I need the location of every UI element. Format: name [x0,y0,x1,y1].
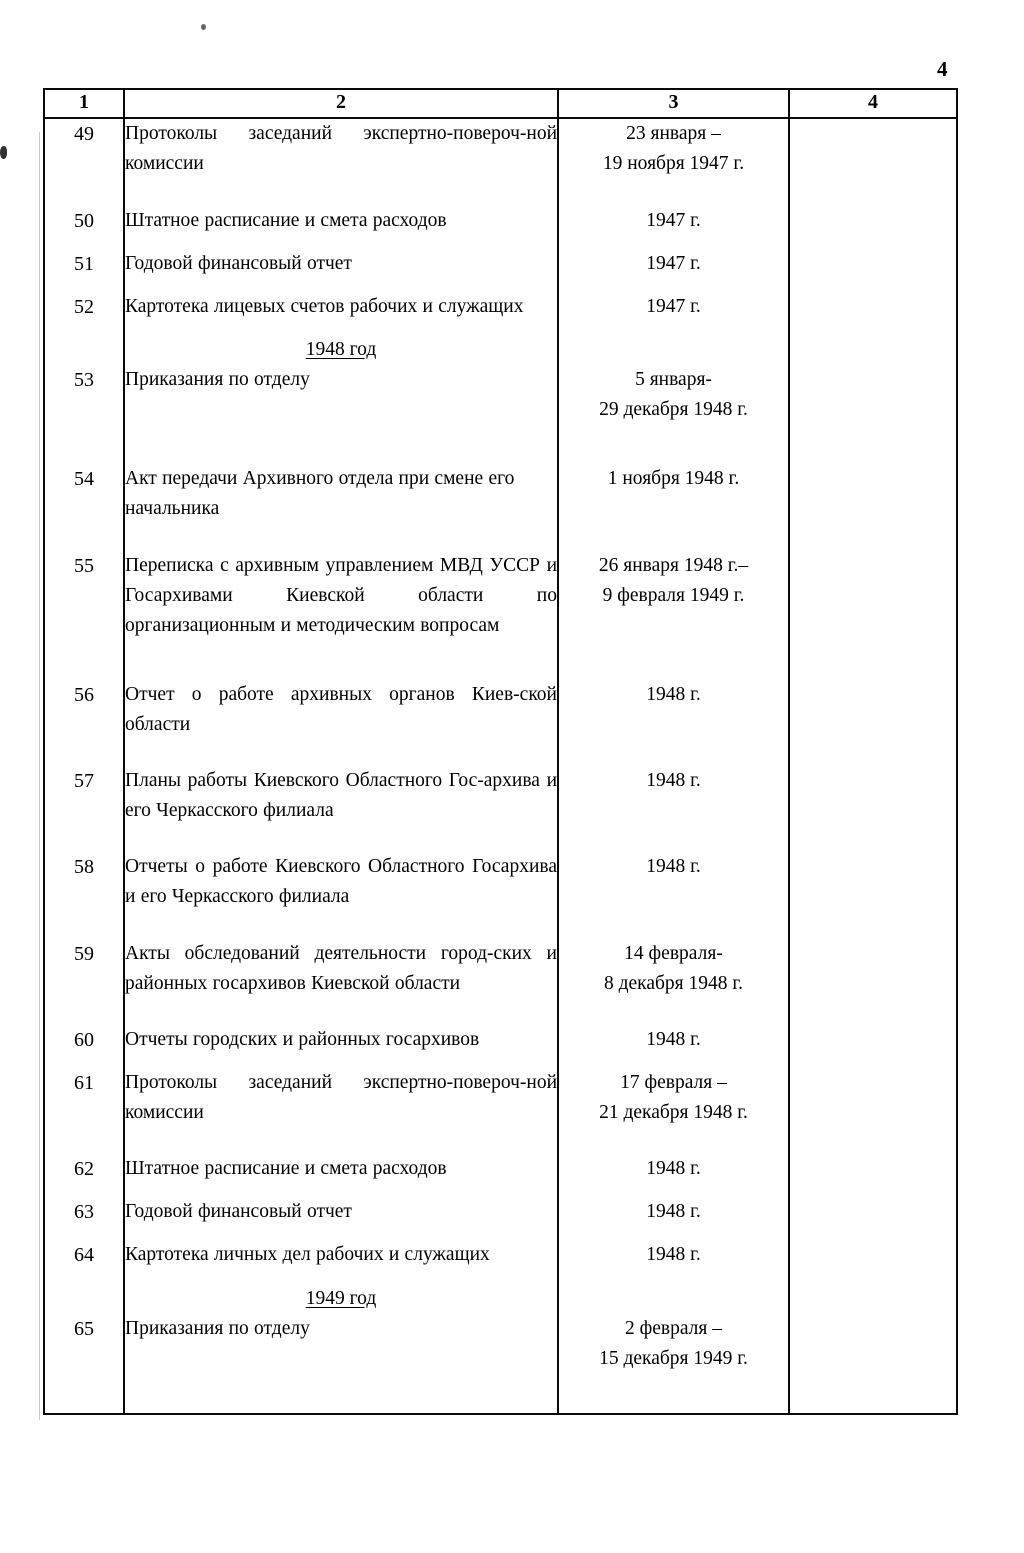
table-row [45,1197,956,1240]
table-row [45,1154,956,1197]
row-number-cell [45,852,124,938]
row-description: Отчеты о работе Киевского Областного Госархива и его Черкасского филиала [125,856,557,908]
row-number-cell [45,551,124,680]
row-description: Акт передачи Архивного отдела при смене его начальника [125,468,515,520]
row-note-cell [789,118,956,206]
row-description: Акты обследований деятельности город-ских и районных госархивов Киевской области [125,942,557,994]
row-dates-cell [558,551,789,680]
row-date-line: 1948 г. [646,683,701,705]
row-number-cell [45,335,124,464]
page-number: 4 [937,57,948,81]
row-description: Годовой финансовый отчет [125,252,352,274]
row-description-cell [124,766,558,852]
row-number: 58 [74,856,94,879]
row-number: 50 [74,209,94,232]
column-header-1: 1 [45,90,124,118]
row-number: 51 [74,252,94,275]
row-dates-cell [558,249,789,292]
table-row [45,1284,956,1413]
row-date-line: 1947 г. [646,209,701,231]
row-description-cell [124,939,558,1025]
row-description-cell [124,464,558,550]
row-number: 52 [74,295,94,318]
column-header-2: 2 [124,90,558,118]
row-number: 62 [74,1158,94,1181]
table-row [45,551,956,680]
row-date-line: 17 февраля – [620,1071,727,1093]
row-date-line: 5 января- [635,369,712,390]
row-description: Отчеты городских и районных госархивов [125,1028,480,1050]
row-number-cell [45,1284,124,1413]
scan-blob-artifact [0,146,7,159]
table-body [45,118,956,1413]
row-note-cell [789,1240,956,1283]
row-number: 65 [74,1317,94,1340]
row-note-cell [789,335,956,464]
row-dates-cell [558,1240,789,1283]
row-note-cell [789,249,956,292]
row-note-cell [789,1154,956,1197]
row-dates-cell [558,292,789,335]
row-number-cell [45,766,124,852]
scan-speck-artifact [201,24,206,30]
row-description: Картотека лицевых счетов рабочих и служащих [125,295,524,317]
row-description-cell [124,1284,558,1413]
row-note-cell [789,766,956,852]
row-dates-cell [558,1154,789,1197]
row-number-cell [45,1197,124,1240]
row-dates-cell [558,1284,789,1413]
row-description: Протоколы заседаний экспертно-повероч-ной комиссии [125,123,557,174]
row-number-cell [45,939,124,1025]
row-date-line: 8 декабря 1948 г. [603,972,744,994]
table-header [45,90,956,118]
row-description-cell [124,206,558,249]
row-dates-cell [558,1197,789,1240]
row-date-line: 19 ноября 1947 г. [602,153,745,174]
row-description: Протоколы заседаний экспертно-повероч-ной комиссии [125,1071,557,1123]
row-number: 56 [74,683,94,706]
table-row [45,206,956,249]
row-note-cell [789,680,956,766]
row-description-cell [124,1240,558,1283]
table-row [45,1240,956,1283]
row-note-cell [789,1025,956,1068]
row-description-cell [124,335,558,464]
table-row [45,1025,956,1068]
inventory-table [45,90,956,1413]
row-description-cell [124,680,558,766]
inventory-table-container [43,88,958,1415]
row-date-line: 1948 г. [646,1028,701,1050]
row-description: Переписка с архивным управлением МВД УССР и Госархивами Киевской области по организационным и методическим вопросам [125,554,557,636]
row-dates-cell [558,335,789,464]
row-date-line: 1948 г. [646,770,701,792]
row-number-cell [45,1025,124,1068]
row-description-cell [124,292,558,335]
row-dates-cell [558,1025,789,1068]
row-description: Годовой финансовый отчет [125,1201,352,1223]
row-note-cell [789,1284,956,1413]
row-description-cell [124,249,558,292]
row-number-cell [45,206,124,249]
row-dates-cell [558,1068,789,1154]
row-description-cell [124,1197,558,1240]
row-dates-cell [558,118,789,206]
table-header-row [45,90,956,118]
row-note-cell [789,551,956,680]
row-number: 53 [74,369,94,391]
table-row [45,464,956,550]
row-description: Отчет о работе архивных органов Киев-ской области [125,683,557,735]
row-date-line: 1947 г. [646,295,701,317]
row-date-line: 21 декабря 1948 г. [599,1101,748,1123]
row-number-cell [45,1068,124,1154]
row-date-line: 15 декабря 1949 г. [599,1347,748,1369]
year-section-heading: 1948 год [305,339,377,360]
table-row [45,249,956,292]
row-description-cell [124,852,558,938]
row-date-line: 14 февраля- [624,942,723,964]
row-description-cell [124,1025,558,1068]
row-date-line: 1948 г. [646,1158,701,1180]
row-number: 54 [74,468,94,491]
row-note-cell [789,464,956,550]
row-dates-cell [558,766,789,852]
row-dates-cell [558,852,789,938]
row-number-cell [45,118,124,206]
table-row [45,1068,956,1154]
row-number-cell [45,292,124,335]
row-number: 49 [74,123,94,145]
row-note-cell [789,852,956,938]
row-date-line: 23 января – [626,123,721,144]
row-description: Картотека личных дел рабочих и служащих [125,1244,490,1266]
row-number: 59 [74,942,94,965]
row-number: 61 [74,1071,94,1094]
row-date-line: 1947 г. [646,252,701,274]
table-row [45,680,956,766]
table-row [45,118,956,206]
row-number-cell [45,464,124,550]
row-description-cell [124,1068,558,1154]
row-dates-cell [558,680,789,766]
table-row [45,939,956,1025]
row-number: 63 [74,1201,94,1224]
row-dates-cell [558,464,789,550]
row-note-cell [789,206,956,249]
table-row [45,335,956,464]
row-description: Штатное расписание и смета расходов [125,209,447,231]
table-row [45,766,956,852]
row-description: Планы работы Киевского Областного Гос-архива и его Черкасского филиала [125,770,557,822]
column-header-3: 3 [558,90,789,118]
row-note-cell [789,1068,956,1154]
row-number-cell [45,249,124,292]
table-row [45,292,956,335]
row-number: 64 [74,1244,94,1267]
row-number: 57 [74,770,94,793]
row-date-line: 1948 г. [646,856,701,878]
row-dates-cell [558,206,789,249]
row-date-line: 1 ноября 1948 г. [607,468,740,490]
row-description: Штатное расписание и смета расходов [125,1158,447,1180]
row-date-line: 1948 г. [646,1201,701,1223]
row-description-cell [124,118,558,206]
row-number-cell [45,1154,124,1197]
row-date-line: 29 декабря 1948 г. [599,399,748,420]
row-date-line: 26 января 1948 г.– [598,554,749,576]
row-description-cell [124,1154,558,1197]
row-dates-cell [558,939,789,1025]
table-row [45,852,956,938]
row-number-cell [45,680,124,766]
year-section-heading: 1949 год [305,1287,377,1309]
row-description: Приказания по отделу [125,1317,310,1339]
row-note-cell [789,292,956,335]
row-date-line: 2 февраля – [624,1317,723,1339]
row-number: 55 [74,554,94,577]
row-date-line: 9 февраля 1949 г. [602,584,745,606]
row-description: Приказания по отделу [125,369,310,390]
scan-edge-line-artifact [39,132,40,1420]
row-description-cell [124,551,558,680]
column-header-4: 4 [789,90,956,118]
row-number-cell [45,1240,124,1283]
row-note-cell [789,1197,956,1240]
row-number: 60 [74,1028,94,1051]
row-date-line: 1948 г. [646,1244,701,1266]
row-note-cell [789,939,956,1025]
